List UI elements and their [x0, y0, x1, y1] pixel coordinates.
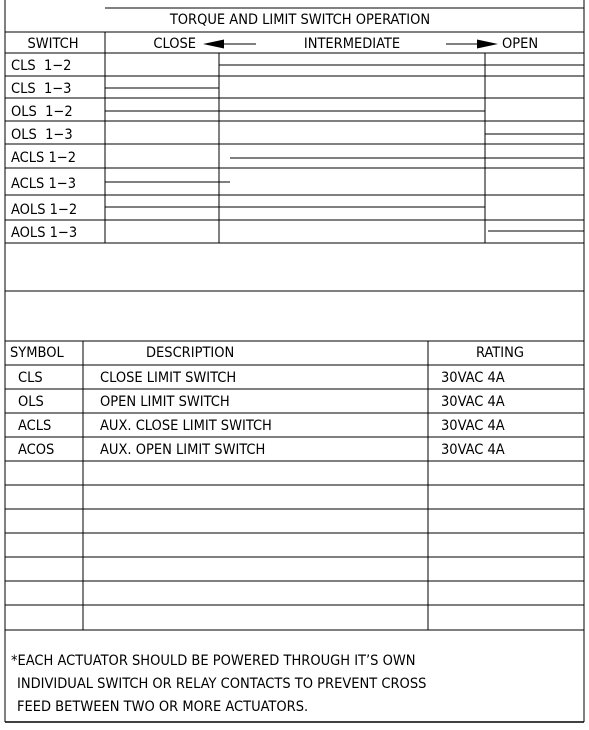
note-line: *EACH ACTUATOR SHOULD BE POWERED THROUGH IT’S OWN	[11, 653, 416, 669]
switch-label: ACLS 1−2	[11, 150, 76, 166]
description-cell: OPEN LIMIT SWITCH	[100, 394, 230, 410]
switch-label: CLS 1−3	[11, 81, 72, 97]
switch-column-header: SWITCH	[27, 36, 79, 52]
switch-label: ACLS 1−3	[11, 176, 76, 192]
symbol-column-header: SYMBOL	[10, 345, 64, 361]
switch-label: AOLS 1−3	[11, 225, 78, 241]
rating-cell: 30VAC 4A	[441, 418, 505, 434]
note-line: FEED BETWEEN TWO OR MORE ACTUATORS.	[17, 699, 309, 715]
intermediate-column-header: INTERMEDIATE	[303, 36, 401, 52]
symbol-cell: ACLS	[18, 418, 52, 434]
rating-column-header: RATING	[476, 345, 524, 361]
rating-cell: 30VAC 4A	[441, 442, 505, 458]
description-column-header: DESCRIPTION	[146, 345, 235, 361]
open-arrow-icon	[446, 40, 498, 49]
open-column-header: OPEN	[502, 36, 539, 52]
note-line: INDIVIDUAL SWITCH OR RELAY CONTACTS TO PREVENT CROSS	[17, 676, 427, 692]
symbol-cell: CLS	[18, 370, 43, 386]
description-cell: AUX. OPEN LIMIT SWITCH	[100, 442, 266, 458]
switch-label: OLS 1−3	[11, 127, 73, 143]
rating-cell: 30VAC 4A	[441, 370, 505, 386]
close-column-header: CLOSE	[153, 36, 196, 52]
operation-table-title: TORQUE AND LIMIT SWITCH OPERATION	[169, 12, 431, 28]
switch-label: CLS 1−2	[11, 58, 72, 74]
close-arrow-icon	[203, 40, 256, 49]
switch-label: AOLS 1−2	[11, 202, 78, 218]
symbol-cell: OLS	[18, 394, 44, 410]
description-cell: AUX. CLOSE LIMIT SWITCH	[100, 418, 272, 434]
symbol-cell: ACOS	[18, 442, 55, 458]
switch-label: OLS 1−2	[11, 104, 73, 120]
rating-cell: 30VAC 4A	[441, 394, 505, 410]
description-cell: CLOSE LIMIT SWITCH	[100, 370, 237, 386]
